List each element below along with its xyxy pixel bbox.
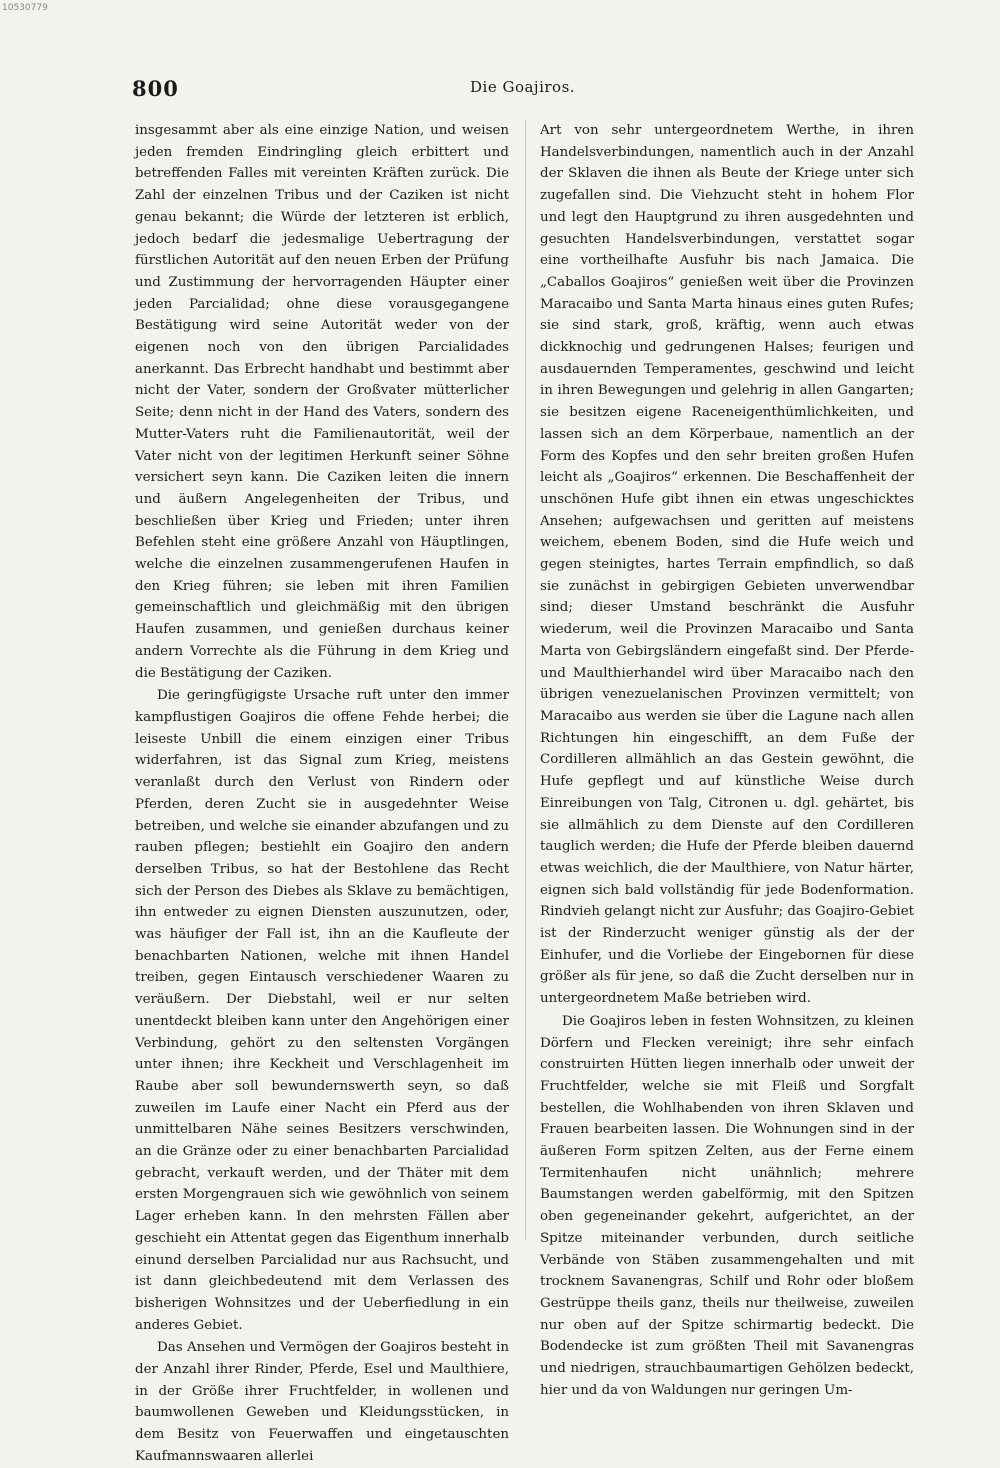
left-paragraph-1: insgesammt aber als eine einzige Nation, und weisen jeden fremden Eindringling gleich erbittert und betreffenden Falles mit vereinten Kräften zurück. Die Zahl der einzelnen Tribus und der Caziken ist nicht genau bekannt; die Würde der letzteren ist erblich, jedoch bedarf die jedesmalige Uebertragung der fürstlichen Autorität auf den neuen Erben der Prüfung und Zustimmung der hervorragenden Häupter einer jeden Parcialidad; ohne diese vorausgegangene Bestätigung wird seine Autorität weder von der eigenen noch von den übrigen Parcialidades anerkannt. Das Erbrecht handhabt und bestimmt aber nicht der Vater, sondern der Großvater mütterlicher Seite; denn nicht in der Hand des Vaters, sondern des Mutter-Vaters ruht die Familienautorität, weil der Vater nicht von der legitimen Herkunft seiner Söhne versichert seyn kann. Die Caziken leiten die innern und äußern Angelegenheiten der Tribus, und beschließen über Krieg und Frieden; unter ihren Befehlen steht eine größere Anzahl von Häuptlingen, welche die einzelnen zusammengerufenen Haufen in den Krieg führen; sie leben mit ihren Familien gemeinschaftlich und gleichmäßig mit den übrigen Haufen zusammen, und genießen durchaus keiner andern Vorrechte als die Führung in dem Krieg und die Bestätigung der Caziken.	[135, 123, 509, 681]
left-paragraph-3: Das Ansehen und Vermögen der Goajiros besteht in der Anzahl ihrer Rinder, Pferde, Esel und Maulthiere, in der Größe ihrer Fruchtfelder, in wollenen und baumwollenen Geweben und Kleidungsstücken, in dem Besitz von Feuerwaffen und eingetauschten Kaufmannswaaren allerlei	[135, 1340, 509, 1464]
right-paragraph-2: Die Goajiros leben in festen Wohnsitzen, zu kleinen Dörfern und Flecken vereinigt; ihre sehr einfach construirten Hütten liegen innerhalb oder unweit der Fruchtfelder, welche sie mit Fleiß und Sorgfalt bestellen, die Wohlhabenden von ihren Sklaven und Frauen bearbeiten lassen. Die Wohnungen sind in der äußeren Form spitzen Zelten, aus der Ferne einem Termitenhaufen nicht unähnlich; mehrere Baumstangen werden gabelförmig, mit den Spitzen oben gegeneinander gekehrt, aufgerichtet, an der Spitze miteinander verbunden, durch seitliche Verbände von Stäben zusammengehalten und mit trocknem Savanengras, Schilf und Rohr oder bloßem Gestrüppe theils ganz, theils nur theilweise, zuweilen nur oben auf der Spitze schirmartig bedeckt. Die Bodendecke ist zum größten Theil mit Savanengras und niedrigen, strauchbaumartigen Gehölzen bedeckt, hier und da von Waldungen nur geringen Um-	[540, 1013, 914, 1398]
column-divider	[525, 120, 526, 1240]
scan-id: 10530779	[2, 3, 48, 13]
right-paragraph-1: Art von sehr untergeordnetem Werthe, in ihren Handelsverbindungen, namentlich auch in der Anzahl der Sklaven die ihnen als Beute der Kriege unter sich zugefallen sind. Die Viehzucht steht in hohem Flor und legt den Hauptgrund zu ihren ausgedehnten und gesuchten Handelsverbindungen, verstattet sogar eine vortheilhafte Ausfuhr bis nach Jamaica. Die „Caballos Goajiros“ genießen weit über die Provinzen Maracaibo und Santa Marta hinaus eines guten Rufes; sie sind stark, groß, kräftig, wenn auch etwas dickknochig und gedrungenen Halses; feurigen und ausdauernden Temperamentes, geschwind und leicht in ihren Bewegungen und gelehrig in allen Gangarten; sie besitzen eigene Raceneigenthümlichkeiten, und lassen sich an dem Körperbaue, namentlich an der Form des Kopfes und den sehr breiten großen Hufen leicht als „Goajiros“ erkennen. Die Beschaffenheit der unschönen Hufe gibt ihnen ein etwas ungeschicktes Ansehen; aufgewachsen und geritten auf meistens weichem, ebenem Boden, sind die Hufe weich und gegen steinigtes, hartes Terrain empfindlich, so daß sie zunächst in gebirgigen Gebieten unverwendbar sind; dieser Umstand beschränkt die Ausfuhr wiederum, weil die Provinzen Maracaibo und Santa Marta von Gebirgsländern eingefaßt sind. Der Pferde- und Maulthierhandel wird über Maracaibo nach den übrigen venezuelanischen Provinzen vermittelt; von Maracaibo aus werden sie über die Lagune nach allen Richtungen hin eingeschifft, an dem Fuße der Cordilleren allmählich an das Gestein gewöhnt, die Hufe gepflegt und auf künstliche Weise durch Einreibungen von Talg, Citronen u. dgl. gehärtet, bis sie allmählich zu dem Dienste auf den Cordilleren tauglich werden; die Hufe der Pferde bleiben dauernd etwas weichlich, die der Maulthiere, von Natur härter, eignen sich bald vollständig für jede Bodenformation. Rindvieh gelangt nicht zur Ausfuhr; das Goajiro-Gebiet ist der Rinderzucht weniger günstig als der der Einhufer, und die Vorliebe der Eingebornen für diese größer als für jene, so daß die Zucht derselben nur in untergeordnetem Maße betrieben wird.	[540, 123, 914, 1007]
page-number: 800	[132, 76, 179, 101]
running-head: Die Goajiros.	[470, 78, 576, 96]
right-column	[540, 120, 914, 1398]
left-paragraph-2: Die geringfügigste Ursache ruft unter den immer kampflustigen Goajiros die offene Fehde herbei; die leiseste Unbill die einem einzigen einer Tribus widerfahren, ist das Signal zum Krieg, meistens veranlaßt durch den Verlust von Rindern oder Pferden, deren Zucht sie in ausgedehnter Weise betreiben, und welche sie einander abzufangen und zu rauben pflegen; bestiehlt ein Goajiro den andern derselben Tribus, so hat der Bestohlene das Recht sich der Person des Diebes als Sklave zu bemächtigen, ihn entweder zu eignen Diensten auszunutzen, oder, was häufiger der Fall ist, ihn an die Kaufleute der benachbarten Nationen, welche mit ihnen Handel treiben, gegen Eintausch verschiedener Waaren zu veräußern. Der Diebstahl, weil er nur selten unentdeckt bleiben kann unter den Angehörigen einer Verbindung, gehört zu den seltensten Vorgängen unter ihnen; ihre Keckheit und Verschlagenheit im Raube aber soll bewundernswerth seyn, so daß zuweilen im Laufe einer Nacht ein Pferd aus der unmittelbaren Nähe seines Besitzers verschwinden, an die Gränze oder zu einer benachbarten Parcialidad gebracht, verkauft werden, und der Thäter mit dem ersten Morgengrauen sich wie gewöhnlich von seinem Lager erheben kann. In den mehrsten Fällen aber geschieht ein Attentat gegen das Eigenthum innerhalb einund derselben Parcialidad nur aus Rachsucht, und ist dann gleichbedeutend mit dem Verlassen des bisherigen Wohnsitzes und der Ueberfiedlung in ein anderes Gebiet.	[135, 688, 509, 1333]
left-column	[135, 120, 509, 1464]
